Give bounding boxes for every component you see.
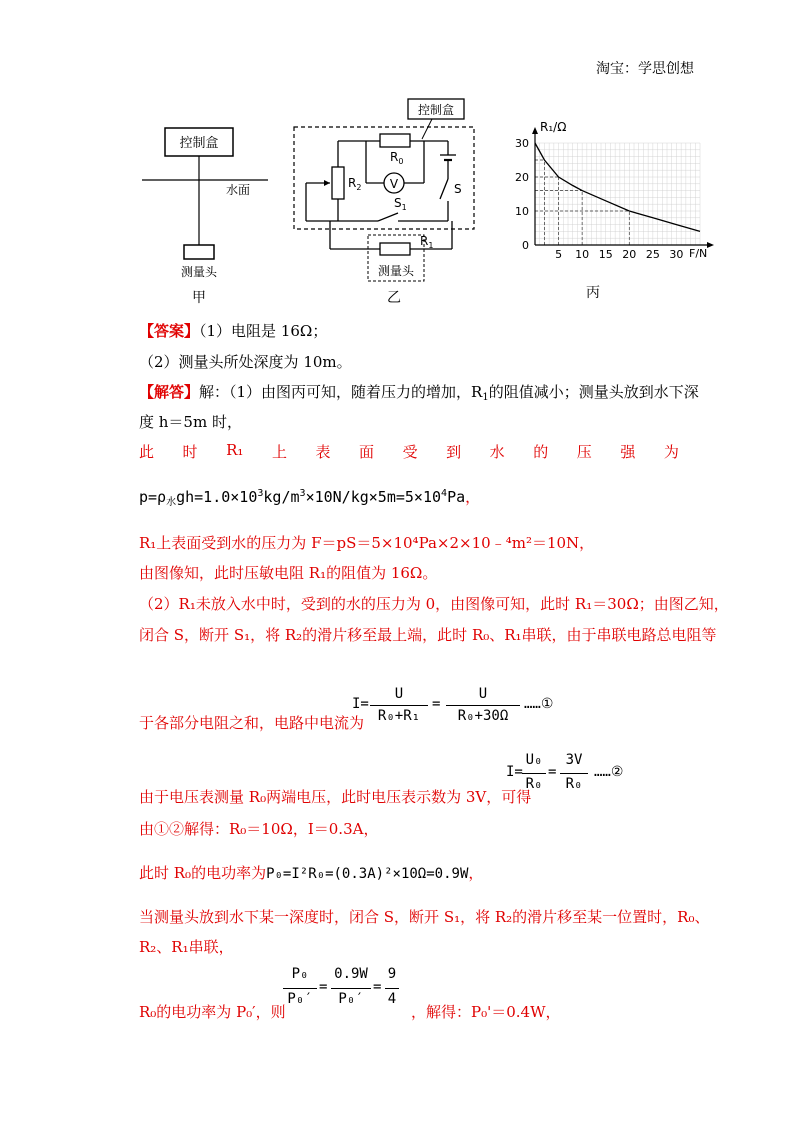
y-tick-label: 0 xyxy=(522,239,529,252)
series-line-r1 xyxy=(535,143,700,231)
solution-line-1: 【解答】解：（1）由图丙可知，随着压力的增加，$R_1$的阻值减小；测量头放到水下深 xyxy=(139,383,699,403)
spread-char: 受 xyxy=(402,443,418,461)
control-box-label: 控制盒 xyxy=(179,136,219,151)
solution-line-2: 度 h＝5m 时， xyxy=(139,413,242,431)
x-tick-label: 10 xyxy=(575,248,590,261)
solution-line-8: 于各部分电阻之和，电路中电流为 xyxy=(139,714,365,732)
control-box-tag-label: 控制盒 xyxy=(417,103,455,117)
figure-jia xyxy=(140,120,270,305)
x-tick-label: 5 xyxy=(555,248,563,261)
spread-char: 的 xyxy=(533,443,549,461)
chart-ticks xyxy=(515,137,683,261)
solution-line-11: 此时 R₀的电功率为P₀=I²R₀=(0.3A)²×10Ω=0.9W， xyxy=(139,864,484,882)
solution-line-14: R₀的电功率为 P₀′，则 xyxy=(139,1003,286,1021)
answer-line-1: 【答案】（1）电阻是 16Ω； xyxy=(139,322,328,340)
switch-s xyxy=(440,179,448,199)
rheostat-r2 xyxy=(332,167,344,199)
chart-axes xyxy=(532,127,714,248)
figure-yi xyxy=(290,95,480,305)
answer-tag: 【答案】 xyxy=(139,322,200,340)
spread-char: 到 xyxy=(446,443,462,461)
spread-char: 强 xyxy=(620,443,636,461)
svg-text:S: S xyxy=(454,182,462,196)
solution-line-14-tail: ，解得：P₀'＝0.4W， xyxy=(411,1003,561,1021)
solution-line-4: R₁上表面受到水的压力为 F＝pS＝5×10⁴Pa×2×10﹣⁴m²＝10N， xyxy=(139,534,595,552)
caption-jia: 甲 xyxy=(192,290,206,305)
chart-series xyxy=(535,143,700,231)
water-label: 水面 xyxy=(226,183,251,197)
header-shop: 淘宝：学思创想 xyxy=(596,61,694,77)
answer-line-2: （2）测量头所处深度为 10m。 xyxy=(139,353,352,371)
y-tick-label: 20 xyxy=(515,171,529,184)
caption-yi: 乙 xyxy=(387,290,401,305)
y-axis-arrow xyxy=(532,127,538,134)
caption-bing: 丙 xyxy=(586,285,600,301)
spread-char: 为 xyxy=(663,443,679,461)
resistor-r1 xyxy=(380,243,410,255)
chart-xlabel: F/N xyxy=(689,247,708,260)
y-tick-label: 10 xyxy=(515,205,529,218)
solution-line-7: 闭合 S，断开 S₁，将 R₂的滑片移至最上端，此时 R₀、R₁串联，由于串联电路总电阻等 xyxy=(139,626,717,644)
equation-power: P₀=I²R₀=(0.3A)²×10Ω=0.9W xyxy=(266,866,469,882)
solution-line-12: 当测量头放到水下某一深度时，闭合 S，断开 S₁，将 R₂的滑片移至某一位置时，R₀、 xyxy=(139,908,710,926)
r0-label: $R_0$ xyxy=(390,150,404,166)
r1-label: $R_1$ xyxy=(420,234,434,250)
switch-s1 xyxy=(378,213,398,221)
s1-label: $S_1$ xyxy=(394,196,407,212)
spread-char: 时 xyxy=(182,443,198,461)
svg-text:测量头: 测量头 xyxy=(377,264,415,278)
y-tick-label: 30 xyxy=(515,137,529,150)
spread-char: 上 xyxy=(271,443,287,461)
solution-line-5: 由图像知，此时压敏电阻 R₁的阻值为 16Ω。 xyxy=(139,564,438,582)
r2-label: $R_2$ xyxy=(348,176,362,192)
resistor-r0 xyxy=(380,134,410,147)
spread-char: 此 xyxy=(139,443,155,461)
x-axis-arrow xyxy=(707,242,714,248)
solution-line-13: R₂、R₁串联， xyxy=(139,938,234,956)
equation-current-2: I= U₀ R₀ = 3V R₀ ……② xyxy=(506,752,624,792)
probe-head xyxy=(184,245,214,259)
x-tick-label: 25 xyxy=(645,248,660,261)
spread-char: 水 xyxy=(489,443,505,461)
spread-char: 面 xyxy=(359,443,375,461)
chart-grid xyxy=(535,143,700,245)
equation-current-1: I= U R₀+R₁ = U R₀+30Ω ……① xyxy=(352,686,554,724)
spread-char: 压 xyxy=(576,443,592,461)
chart-ylabel: R₁/Ω xyxy=(540,120,567,134)
probe-head-label: 测量头 xyxy=(180,265,218,279)
solution-line-3 xyxy=(139,441,679,462)
solution-tag: 【解答】 xyxy=(139,383,200,401)
spread-char: 表 xyxy=(315,443,331,461)
figure-bing-chart xyxy=(505,115,720,305)
x-tick-label: 30 xyxy=(669,248,684,261)
x-tick-label: 15 xyxy=(598,248,613,261)
solution-line-9: 由于电压表测量 R₀两端电压，此时电压表示数为 3V，可得 xyxy=(139,788,532,806)
x-tick-label: 20 xyxy=(622,248,637,261)
equation-pressure: $p=\rho_水gh=1.0\times 10^3kg/m^3\times 10N/kg\times 5m=5\times 10^4Pa$， xyxy=(139,488,481,508)
solution-line-10: 由①②解得：R₀＝10Ω，I＝0.3A， xyxy=(139,820,379,838)
svg-text:V: V xyxy=(389,177,399,191)
solution-line-6: （2）R₁未放入水中时，受到的水的压力为 0，由图像可知，此时 R₁＝30Ω；由图乙知， xyxy=(139,595,729,613)
equation-power-ratio: P₀ P₀′ = 0.9W P₀′ = 9 4 xyxy=(283,966,403,1022)
spread-char: R₁ xyxy=(226,441,244,459)
